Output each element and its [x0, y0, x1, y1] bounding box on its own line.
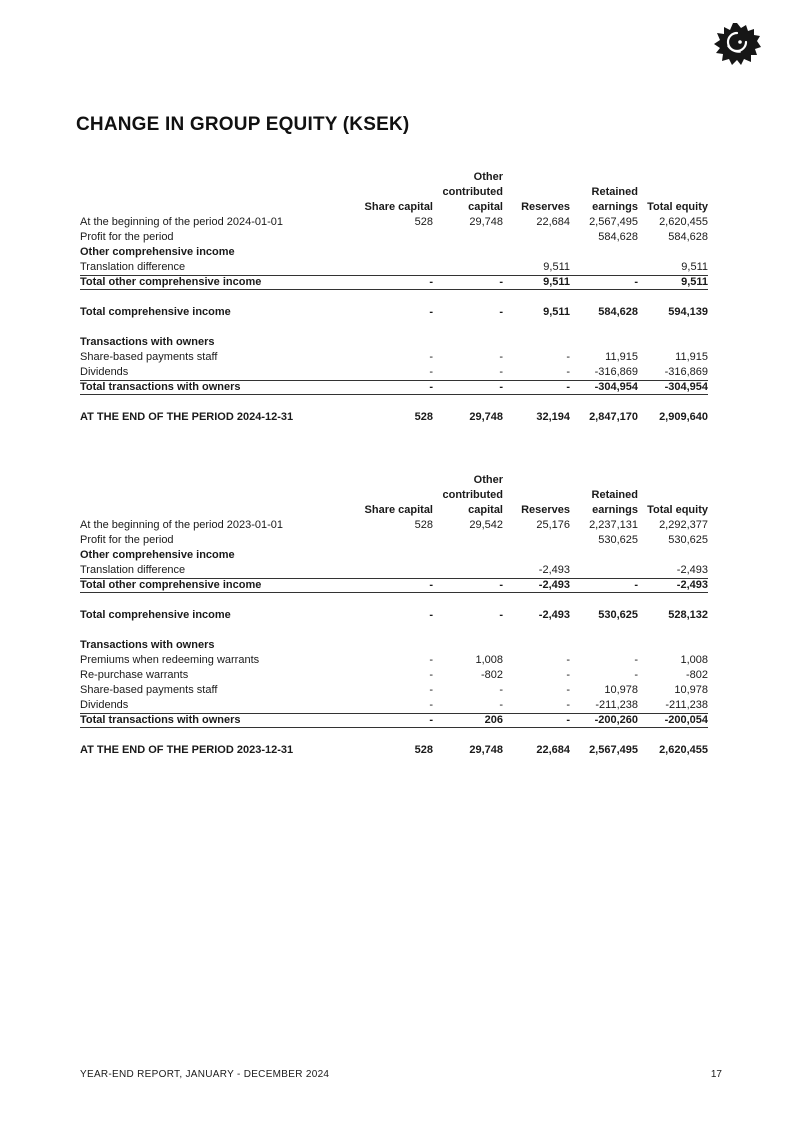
spacer-row	[80, 593, 708, 608]
column-header: earnings	[592, 201, 638, 213]
table-row	[80, 305, 708, 320]
row-label: Transactions with owners	[80, 639, 215, 651]
value-cell: 2,567,495	[589, 744, 638, 756]
table-header-row	[80, 170, 708, 185]
value-cell: 22,684	[536, 216, 570, 228]
value-cell: -	[429, 714, 433, 726]
row-label: Transactions with owners	[80, 336, 215, 348]
value-cell: -	[566, 381, 570, 393]
table-header-row	[80, 488, 708, 503]
column-header: earnings	[592, 504, 638, 516]
value-cell: -	[429, 351, 433, 363]
table-row	[80, 335, 708, 350]
column-header: contributed	[442, 489, 503, 501]
value-cell: -	[566, 699, 570, 711]
value-cell: -	[429, 684, 433, 696]
table-header-row	[80, 185, 708, 200]
table-row	[80, 563, 708, 578]
value-cell: -	[499, 579, 503, 591]
value-cell: -	[499, 306, 503, 318]
value-cell: 10,978	[674, 684, 708, 696]
column-header: Other	[473, 171, 503, 183]
table-row	[80, 380, 708, 395]
table-row	[80, 230, 708, 245]
value-cell: 9,511	[543, 261, 570, 273]
table-row	[80, 533, 708, 548]
value-cell: -2,493	[538, 609, 570, 621]
value-cell: -316,869	[594, 366, 638, 378]
value-cell: 11,915	[675, 351, 708, 363]
row-label: Dividends	[80, 366, 129, 378]
table-row	[80, 350, 708, 365]
value-cell: 2,237,131	[589, 519, 638, 531]
value-cell: -	[429, 699, 433, 711]
value-cell: -	[499, 699, 503, 711]
column-header: Share capital	[364, 201, 433, 213]
table-row	[80, 275, 708, 290]
value-cell: -	[499, 366, 503, 378]
value-cell: -304,954	[664, 381, 708, 393]
column-header: Share capital	[364, 504, 433, 516]
table-row	[80, 653, 708, 668]
spacer-row	[80, 290, 708, 305]
value-cell: -2,493	[676, 564, 708, 576]
value-cell: -	[429, 381, 433, 393]
table-row	[80, 548, 708, 563]
value-cell: -200,054	[664, 714, 708, 726]
table-row	[80, 518, 708, 533]
equity-table-2024	[80, 170, 708, 425]
value-cell: 594,139	[668, 306, 708, 318]
value-cell: -	[566, 669, 570, 681]
equity-table-2023	[80, 473, 708, 758]
value-cell: 584,628	[668, 231, 708, 243]
spacer-row	[80, 320, 708, 335]
value-cell: 2,620,455	[659, 744, 708, 756]
table-row	[80, 683, 708, 698]
value-cell: -	[566, 351, 570, 363]
spacer-row	[80, 623, 708, 638]
value-cell: -	[566, 654, 570, 666]
column-header: capital	[468, 201, 503, 213]
value-cell: -	[499, 351, 503, 363]
value-cell: -	[429, 654, 433, 666]
value-cell: 11,915	[605, 351, 638, 363]
table-row	[80, 260, 708, 275]
row-label: Share-based payments staff	[80, 351, 218, 363]
table-row	[80, 410, 708, 425]
value-cell: -	[499, 276, 503, 288]
table-row	[80, 698, 708, 713]
table-header-row	[80, 200, 708, 215]
column-header: Total equity	[647, 504, 708, 516]
value-cell: -	[429, 276, 433, 288]
spacer-row	[80, 395, 708, 410]
table-row	[80, 365, 708, 380]
column-header: Reserves	[521, 504, 570, 516]
value-cell: 530,625	[598, 609, 638, 621]
column-header: Total equity	[647, 201, 708, 213]
row-label: Profit for the period	[80, 231, 174, 243]
value-cell: -	[499, 609, 503, 621]
value-cell: 9,511	[543, 276, 570, 288]
column-header: Reserves	[521, 201, 570, 213]
row-label: Total comprehensive income	[80, 306, 231, 318]
value-cell: 29,748	[469, 411, 503, 423]
value-cell: -802	[685, 669, 708, 681]
value-cell: 530,625	[668, 534, 708, 546]
row-label: Total other comprehensive income	[80, 276, 262, 288]
value-cell: 29,748	[469, 744, 503, 756]
row-label: AT THE END OF THE PERIOD 2024-12-31	[80, 411, 294, 423]
value-cell: -802	[480, 669, 503, 681]
table-row	[80, 215, 708, 230]
row-label: At the beginning of the period 2023-01-01	[80, 519, 284, 531]
row-label: Premiums when redeeming warrants	[80, 654, 260, 666]
value-cell: 10,978	[604, 684, 638, 696]
value-cell: 206	[484, 714, 503, 726]
value-cell: -200,260	[594, 714, 638, 726]
value-cell: 25,176	[536, 519, 570, 531]
value-cell: -	[634, 654, 638, 666]
row-label: At the beginning of the period 2024-01-01	[80, 216, 284, 228]
row-label: Re-purchase warrants	[80, 669, 189, 681]
value-cell: 528	[414, 519, 433, 531]
value-cell: -211,238	[665, 699, 708, 711]
column-header: capital	[468, 504, 503, 516]
row-label: Total transactions with owners	[80, 381, 241, 393]
table-header-row	[80, 473, 708, 488]
value-cell: -	[499, 381, 503, 393]
value-cell: 29,542	[469, 519, 503, 531]
spacer-row	[80, 728, 708, 743]
row-label: AT THE END OF THE PERIOD 2023-12-31	[80, 744, 294, 756]
column-header: Retained	[591, 186, 638, 198]
table-row	[80, 743, 708, 758]
value-cell: 584,628	[598, 306, 638, 318]
table-row	[80, 245, 708, 260]
footer-page-number: 17	[710, 1069, 722, 1080]
table-row	[80, 713, 708, 728]
row-label: Profit for the period	[80, 534, 174, 546]
table-row	[80, 578, 708, 593]
value-cell: 9,511	[543, 306, 570, 318]
value-cell: 2,567,495	[589, 216, 638, 228]
row-label: Total other comprehensive income	[80, 579, 262, 591]
value-cell: 528	[414, 744, 433, 756]
page-title: CHANGE IN GROUP EQUITY (KSEK)	[76, 114, 410, 135]
row-label: Share-based payments staff	[80, 684, 218, 696]
value-cell: -	[429, 609, 433, 621]
table-row	[80, 668, 708, 683]
hedgehog-logo-icon	[712, 20, 762, 68]
value-cell: 584,628	[598, 231, 638, 243]
value-cell: 2,847,170	[589, 411, 638, 423]
value-cell: -211,238	[595, 699, 638, 711]
row-label: Total transactions with owners	[80, 714, 241, 726]
value-cell: -	[634, 579, 638, 591]
value-cell: -	[566, 684, 570, 696]
row-label: Translation difference	[80, 564, 186, 576]
value-cell: 9,511	[681, 261, 708, 273]
row-label: Translation difference	[80, 261, 186, 273]
value-cell: 22,684	[536, 744, 570, 756]
value-cell: -	[429, 366, 433, 378]
column-header: Other	[473, 474, 503, 486]
value-cell: -	[429, 306, 433, 318]
table-header-row	[80, 503, 708, 518]
value-cell: -	[634, 669, 638, 681]
value-cell: 530,625	[598, 534, 638, 546]
value-cell: -	[499, 684, 503, 696]
value-cell: 528,132	[668, 609, 708, 621]
row-label: Dividends	[80, 699, 129, 711]
value-cell: 2,620,455	[659, 216, 708, 228]
row-label: Other comprehensive income	[80, 246, 235, 258]
value-cell: 32,194	[536, 411, 570, 423]
table-row	[80, 608, 708, 623]
value-cell: 29,748	[469, 216, 503, 228]
value-cell: 528	[414, 411, 433, 423]
value-cell: -2,493	[538, 579, 570, 591]
column-header: contributed	[442, 186, 503, 198]
value-cell: -	[429, 579, 433, 591]
value-cell: -	[634, 276, 638, 288]
table-row	[80, 638, 708, 653]
value-cell: 2,909,640	[659, 411, 708, 423]
value-cell: 1,008	[680, 654, 708, 666]
row-label: Other comprehensive income	[80, 549, 235, 561]
value-cell: 2,292,377	[659, 519, 708, 531]
value-cell: -2,493	[676, 579, 708, 591]
company-logo	[712, 20, 762, 68]
value-cell: 9,511	[681, 276, 708, 288]
row-label: Total comprehensive income	[80, 609, 231, 621]
value-cell: -	[429, 669, 433, 681]
value-cell: -	[566, 714, 570, 726]
value-cell: -	[566, 366, 570, 378]
value-cell: 1,008	[475, 654, 503, 666]
footer-report-name: YEAR-END REPORT, JANUARY - DECEMBER 2024	[80, 1069, 330, 1080]
column-header: Retained	[591, 489, 638, 501]
value-cell: 528	[414, 216, 433, 228]
value-cell: -304,954	[594, 381, 638, 393]
value-cell: -2,493	[538, 564, 570, 576]
value-cell: -316,869	[664, 366, 708, 378]
